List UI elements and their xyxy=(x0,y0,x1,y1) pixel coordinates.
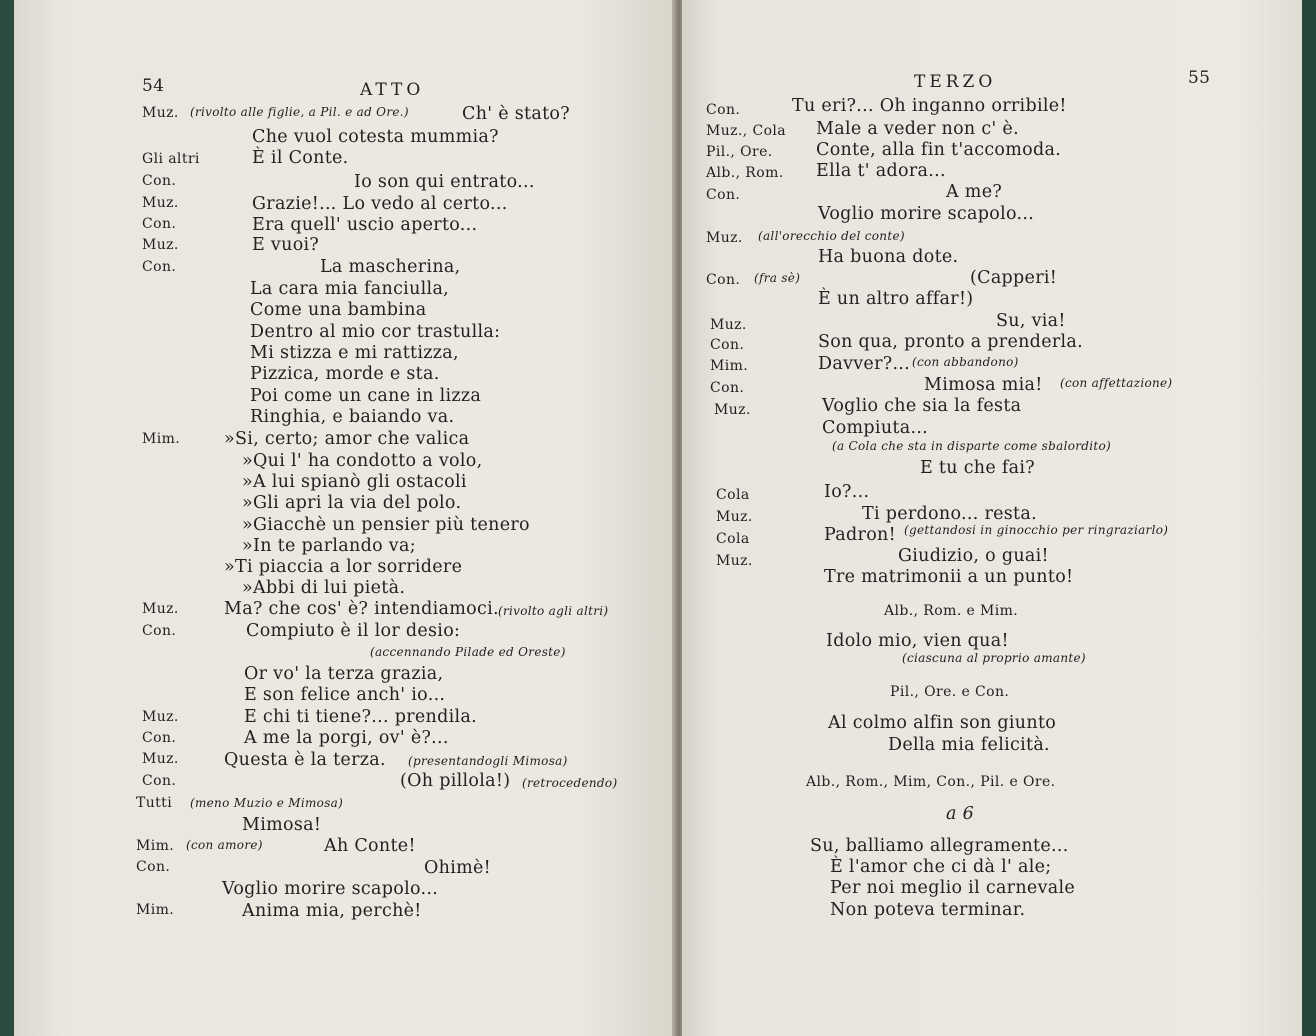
verse-line: (Capperi! xyxy=(970,268,1058,288)
ensemble-heading: Pil., Ore. e Con. xyxy=(890,684,1010,700)
stage-direction: (presentandogli Mimosa) xyxy=(408,754,568,768)
verse-line: A me? xyxy=(946,182,1003,202)
verse-line: È il Conte. xyxy=(252,148,349,168)
verse-line: Male a veder non c' è. xyxy=(816,119,1019,139)
ensemble-heading: Alb., Rom. e Mim. xyxy=(884,603,1019,619)
verse-line: Mi stizza e mi rattizza, xyxy=(250,343,459,363)
verse-line: »Ti piaccia a lor sorridere xyxy=(224,557,463,577)
verse-line: Su, via! xyxy=(996,311,1066,331)
speaker: Con. xyxy=(706,102,741,118)
page-header: ATTO xyxy=(360,80,425,100)
speaker: Muz. xyxy=(142,601,179,617)
verse-line: Ti perdono... resta. xyxy=(862,504,1037,524)
speaker: Con. xyxy=(142,730,177,746)
stage-direction: (retrocedendo) xyxy=(522,776,618,790)
verse-line: La cara mia fanciulla, xyxy=(250,279,450,299)
speaker: Con. xyxy=(142,259,177,275)
speaker: Muz. xyxy=(142,709,179,725)
verse-line: »Gli apri la via del polo. xyxy=(242,493,462,513)
stage-direction: (rivolto alle figlie, a Pil. e ad Ore.) xyxy=(190,105,409,119)
speaker: Alb., Rom. xyxy=(706,165,784,181)
page-number: 54 xyxy=(142,76,165,96)
speaker: Muz. xyxy=(142,237,179,253)
speaker: Tutti xyxy=(136,795,173,811)
verse-line: Conte, alla fin t'accomoda. xyxy=(816,140,1062,160)
speaker: Con. xyxy=(710,380,745,396)
stage-direction: (con affettazione) xyxy=(1060,376,1173,390)
verse-line: Ah Conte! xyxy=(324,836,416,856)
verse-line: Compiuto è il lor desio: xyxy=(246,621,461,641)
verse-line: Mimosa! xyxy=(242,815,322,835)
speaker: Con. xyxy=(710,337,745,353)
stage-direction: (fra sè) xyxy=(754,271,801,285)
verse-line: Ella t' adora... xyxy=(816,161,946,181)
stage-direction: (accennando Pilade ed Oreste) xyxy=(370,645,566,659)
speaker: Muz. xyxy=(142,105,179,121)
speaker: Cola xyxy=(716,487,750,503)
speaker: Con. xyxy=(142,773,177,789)
verse-line: Ha buona dote. xyxy=(818,247,959,267)
verse-line: Io?... xyxy=(824,482,870,502)
speaker: Muz. xyxy=(710,317,747,333)
verse-line: Ma? che cos' è? intendiamoci. xyxy=(224,599,499,619)
speaker: Muz. xyxy=(142,751,179,767)
verse-line: Pizzica, morde e sta. xyxy=(250,364,440,384)
verse-line: Son qua, pronto a prenderla. xyxy=(818,332,1084,352)
verse-line: »Qui l' ha condotto a volo, xyxy=(242,451,483,471)
left-background-edge xyxy=(0,0,14,1036)
page-header: TERZO xyxy=(914,72,997,92)
verse-line: È l'amor che ci dà l' ale; xyxy=(830,857,1052,877)
verse-line: Or vo' la terza grazia, xyxy=(244,664,444,684)
stage-direction: (rivolto agli altri) xyxy=(498,604,609,618)
verse-line: Che vuol cotesta mummia? xyxy=(252,127,499,147)
verse-line: Mimosa mia! xyxy=(924,375,1043,395)
verse-line: Come una bambina xyxy=(250,300,427,320)
speaker: Mim. xyxy=(142,431,181,447)
speaker: Con. xyxy=(142,216,177,232)
verse-line: (Oh pillola!) xyxy=(400,771,511,791)
stage-direction: (con abbandono) xyxy=(912,355,1019,369)
verse-line: Voglio morire scapolo... xyxy=(222,879,439,899)
verse-line: Voglio che sia la festa xyxy=(822,396,1022,416)
ensemble-heading: Alb., Rom., Mim, Con., Pil. e Ore. xyxy=(806,774,1056,790)
verse-line: Anima mia, perchè! xyxy=(242,901,422,921)
speaker: Con. xyxy=(706,187,741,203)
verse-line: »Giacchè un pensier più tenero xyxy=(242,515,530,535)
verse-line: La mascherina, xyxy=(320,257,461,277)
speaker: Con. xyxy=(706,272,741,288)
stage-direction: (all'orecchio del conte) xyxy=(758,229,905,243)
right-page xyxy=(682,0,1302,1036)
verse-line: »In te parlando va; xyxy=(242,536,416,556)
verse-line: Voglio morire scapolo... xyxy=(818,204,1035,224)
stage-direction: (gettandosi in ginocchio per ringraziarlo) xyxy=(904,523,1169,537)
right-background-edge xyxy=(1302,0,1316,1036)
verse-line: E son felice anch' io... xyxy=(244,685,446,705)
verse-line: Era quell' uscio aperto... xyxy=(252,215,478,235)
speaker: Muz. xyxy=(714,402,751,418)
speaker: Muz., Cola xyxy=(706,123,787,139)
speaker: Con. xyxy=(142,623,177,639)
left-page xyxy=(14,0,676,1036)
speaker: Cola xyxy=(716,531,750,547)
verse-line: Della mia felicità. xyxy=(888,735,1050,755)
verse-line: Dentro al mio cor trastulla: xyxy=(250,322,501,342)
verse-line: Davver?... xyxy=(818,354,911,374)
verse-line: A me la porgi, ov' è?... xyxy=(244,728,449,748)
verse-line: Tre matrimonii a un punto! xyxy=(824,567,1074,587)
verse-line: Ch' è stato? xyxy=(462,104,570,124)
speaker: Mim. xyxy=(136,902,175,918)
verse-line: Padron! xyxy=(824,525,896,545)
verse-line: Compiuta... xyxy=(822,418,929,438)
verse-line: Non poteva terminar. xyxy=(830,900,1026,920)
verse-line: E chi ti tiene?... prendila. xyxy=(244,707,477,727)
verse-line: Io son qui entrato... xyxy=(354,172,535,192)
verse-line: Ohimè! xyxy=(424,858,491,878)
verse-line: Su, balliamo allegramente... xyxy=(810,836,1069,856)
speaker: Con. xyxy=(136,859,171,875)
speaker: Con. xyxy=(142,173,177,189)
speaker: Muz. xyxy=(142,195,179,211)
speaker: Muz. xyxy=(716,509,753,525)
verse-line: Per noi meglio il carnevale xyxy=(830,878,1076,898)
speaker: Gli altri xyxy=(142,151,200,167)
verse-line: E vuoi? xyxy=(252,235,320,255)
verse-line: Questa è la terza. xyxy=(224,750,386,770)
verse-line: Grazie!... Lo vedo al certo... xyxy=(252,194,508,214)
verse-line: Al colmo alfin son giunto xyxy=(828,713,1057,733)
ensemble-label: a 6 xyxy=(946,804,975,824)
page-number: 55 xyxy=(1188,68,1211,88)
speaker: Mim. xyxy=(136,838,175,854)
verse-line: Poi come un cane in lizza xyxy=(250,386,482,406)
verse-line: Giudizio, o guai! xyxy=(898,546,1049,566)
stage-direction: (a Cola che sta in disparte come sbalordito) xyxy=(832,439,1112,453)
speaker: Mim. xyxy=(710,358,749,374)
stage-direction: (meno Muzio e Mimosa) xyxy=(190,796,344,810)
verse-line: E tu che fai? xyxy=(920,458,1035,478)
verse-line: Tu eri?... Oh inganno orribile! xyxy=(792,96,1067,116)
verse-line: »A lui spianò gli ostacoli xyxy=(242,472,467,492)
verse-line: Idolo mio, vien qua! xyxy=(826,631,1009,651)
verse-line: Ringhia, e baiando va. xyxy=(250,407,455,427)
speaker: Muz. xyxy=(706,230,743,246)
verse-line: È un altro affar!) xyxy=(818,289,974,309)
stage-direction: (ciascuna al proprio amante) xyxy=(902,651,1086,665)
verse-line: »Si, certo; amor che valica xyxy=(224,429,470,449)
speaker: Pil., Ore. xyxy=(706,144,773,160)
speaker: Muz. xyxy=(716,553,753,569)
stage-direction: (con amore) xyxy=(186,838,263,852)
verse-line: »Abbi di lui pietà. xyxy=(242,578,406,598)
